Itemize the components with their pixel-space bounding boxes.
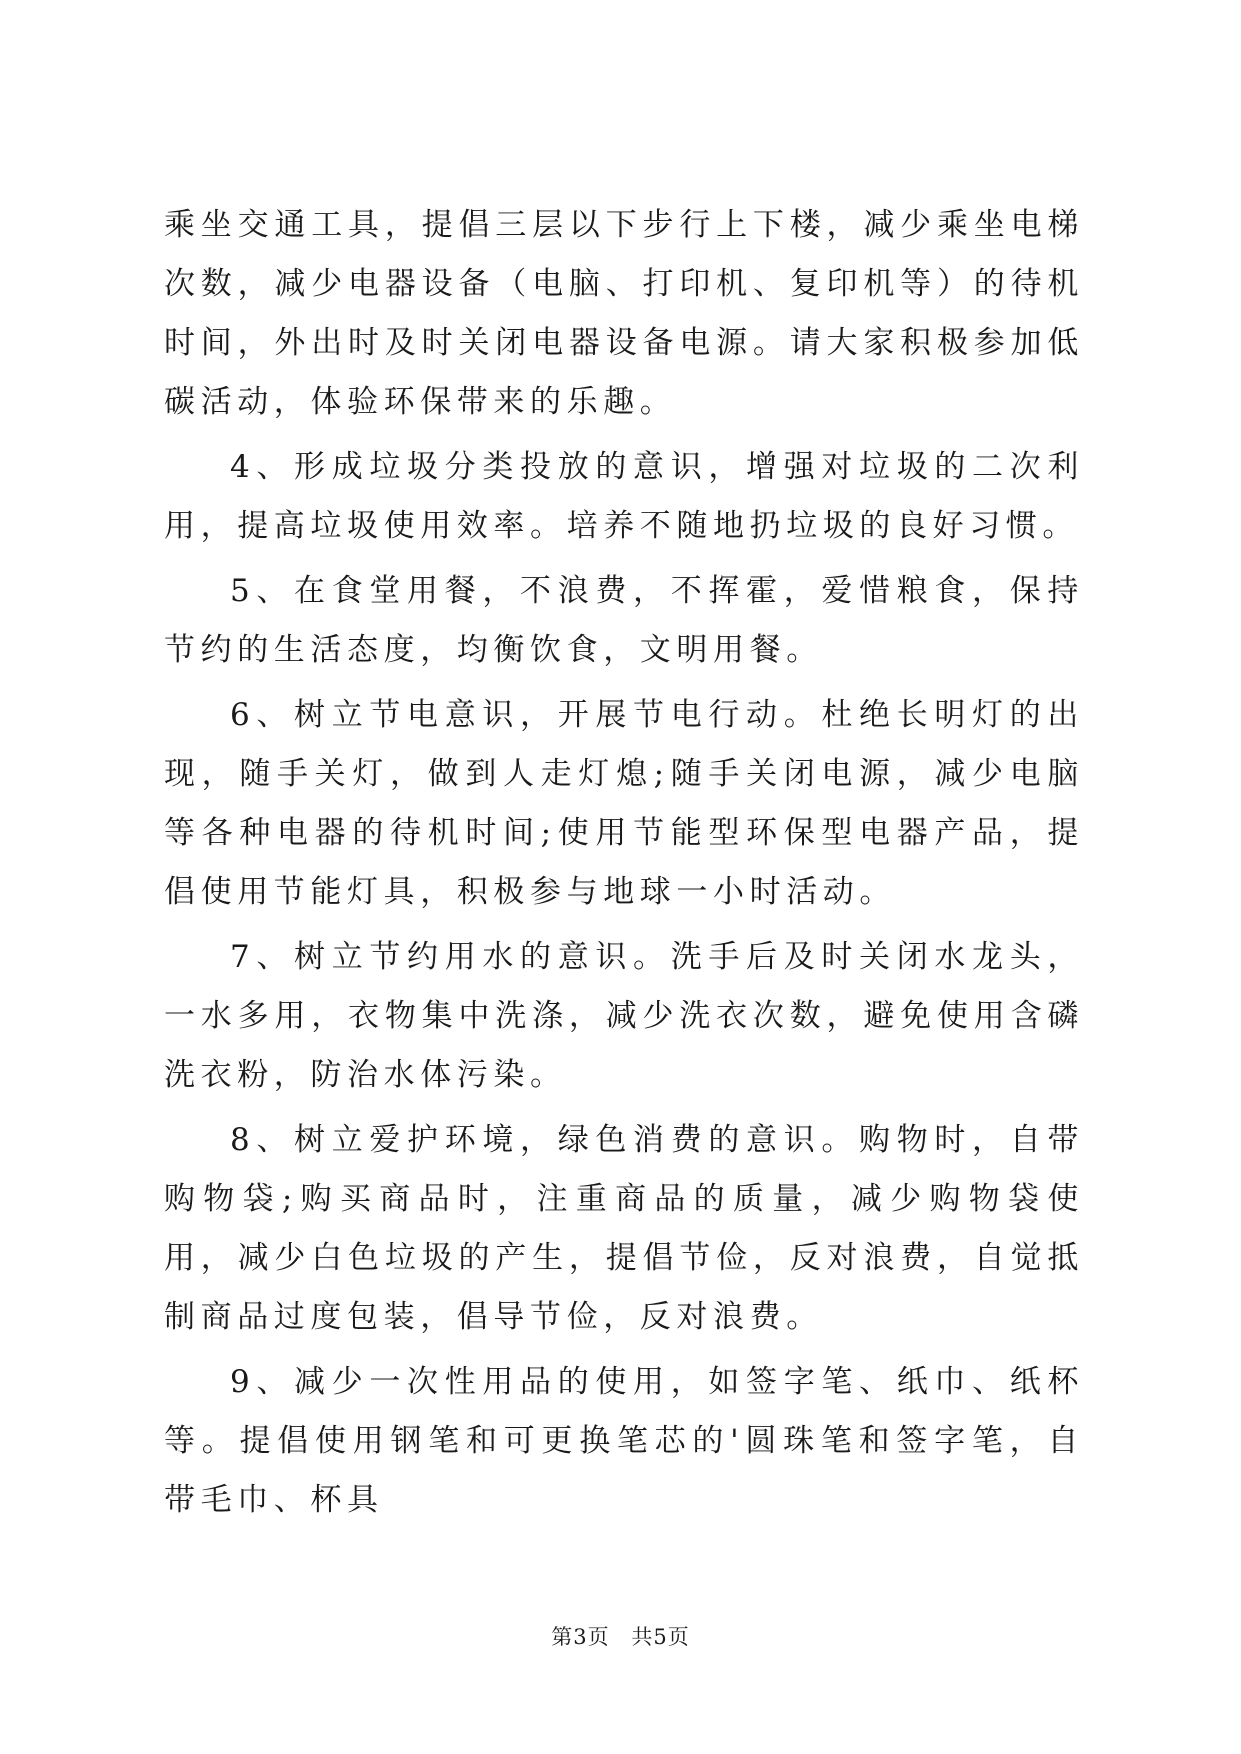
paragraph-item-9: 9、减少一次性用品的使用，如签字笔、纸巾、纸杯等。提倡使用钢笔和可更换笔芯的'圆珠笔和签字笔，自带毛巾、杯具 — [164, 1364, 1084, 1518]
document-body — [164, 196, 1084, 1530]
paragraph-item-5: 5、在食堂用餐，不浪费，不挥霍，爱惜粮食，保持节约的生活态度，均衡饮食，文明用餐。 — [164, 573, 1084, 668]
page-footer — [0, 1621, 1241, 1651]
paragraph-continuation: 乘坐交通工具，提倡三层以下步行上下楼，减少乘坐电梯次数，减少电器设备（电脑、打印机、复印机等）的待机时间，外出时及时关闭电器设备电源。请大家积极参加低碳活动，体验环保带来的乐趣。 — [164, 207, 1084, 420]
page-number-current: 第3页 — [551, 1625, 610, 1649]
paragraph-item-8: 8、树立爱护环境，绿色消费的意识。购物时，自带购物袋;购买商品时，注重商品的质量，减少购物袋使用，减少白色垃圾的产生，提倡节俭，反对浪费，自觉抵制商品过度包装，倡导节俭，反对浪费。 — [164, 1122, 1084, 1335]
paragraph-item-4: 4、形成垃圾分类投放的意识，增强对垃圾的二次利用，提高垃圾使用效率。培养不随地扔垃圾的良好习惯。 — [164, 449, 1084, 544]
paragraph-item-6: 6、树立节电意识，开展节电行动。杜绝长明灯的出现，随手关灯，做到人走灯熄;随手关闭电源，减少电脑等各种电器的待机时间;使用节能型环保型电器产品，提倡使用节能灯具，积极参与地球一小时活动。 — [164, 697, 1084, 910]
paragraph-item-7: 7、树立节约用水的意识。洗手后及时关闭水龙头，一水多用，衣物集中洗涤，减少洗衣次数，避免使用含磷洗衣粉，防治水体污染。 — [164, 939, 1084, 1093]
page-number-total: 共5页 — [631, 1625, 690, 1649]
